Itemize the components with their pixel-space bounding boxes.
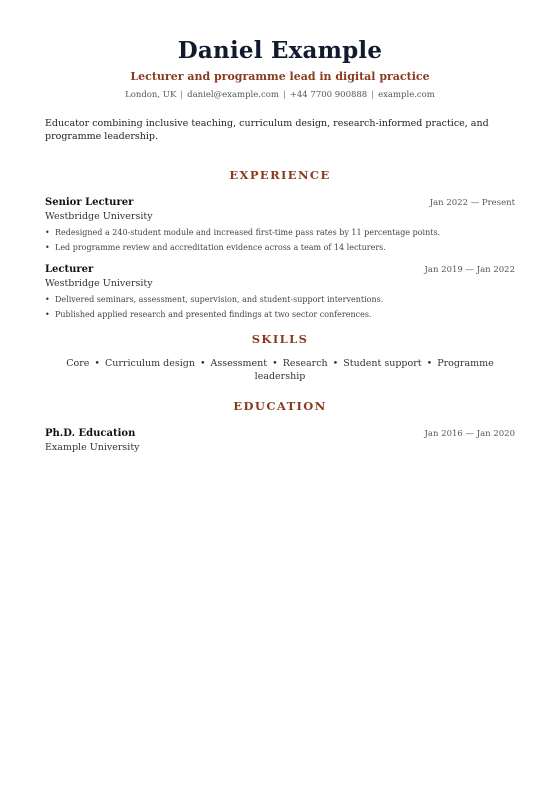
experience-entry — [45, 263, 515, 320]
achievement-list — [45, 294, 515, 320]
skill-item: Student support — [343, 358, 422, 369]
employer: Westbridge University — [45, 278, 153, 289]
contact-location: London, UK — [125, 90, 177, 100]
achievement-item: • Led programme review and accreditation evidence across a team of 14 lecturers. — [45, 242, 515, 253]
professional-summary: Educator combining inclusive teaching, curriculum design, research-informed practice, and programme leadership. — [45, 118, 489, 142]
experience-entry-head — [45, 263, 515, 277]
education-entry — [45, 427, 515, 454]
skills-list — [45, 357, 515, 383]
skill-item: Programme leadership — [254, 358, 494, 382]
resume-header — [45, 0, 515, 101]
contact-separator: | — [180, 90, 184, 100]
skill-separator: • — [332, 358, 339, 369]
candidate-name: Daniel Example — [177, 37, 383, 64]
contact-email[interactable]: daniel@example.com — [187, 90, 279, 100]
skill-separator: • — [199, 358, 206, 369]
skill-separator: • — [426, 358, 433, 369]
section-title-experience: EXPERIENCE — [229, 168, 331, 182]
section-title-education: EDUCATION — [233, 399, 327, 413]
achievement-item: • Published applied research and presented findings at two sector conferences. — [45, 309, 515, 320]
job-title: Senior Lecturer — [45, 197, 134, 208]
employer: Westbridge University — [45, 211, 153, 222]
skill-item: Assessment — [210, 358, 268, 369]
experience-entry — [45, 196, 515, 253]
contact-phone[interactable]: +44 7700 900888 — [289, 90, 368, 100]
contact-website[interactable]: example.com — [378, 90, 435, 100]
degree-title: Ph.D. Education — [45, 428, 136, 439]
experience-entry-head — [45, 196, 515, 210]
candidate-tagline: Lecturer and programme lead in digital practice — [130, 70, 430, 83]
contact-separator: | — [282, 90, 286, 100]
skill-separator: • — [272, 358, 278, 369]
section-title-skills: SKILLS — [251, 332, 309, 346]
skill-separator: • — [94, 358, 100, 369]
institution: Example University — [45, 442, 140, 453]
skill-item: Research — [282, 358, 328, 369]
achievement-list — [45, 227, 515, 253]
job-title: Lecturer — [45, 264, 94, 275]
job-dates: Jan 2022 — Present — [429, 198, 515, 208]
achievement-item: • Redesigned a 240-student module and increased first-time pass rates by 11 percentage points. — [45, 227, 515, 238]
contact-separator: | — [371, 90, 375, 100]
achievement-item: • Delivered seminars, assessment, supervision, and student-support interventions. — [45, 294, 515, 305]
education-entry-head — [45, 427, 515, 441]
contact-line — [45, 89, 515, 101]
skill-item: Curriculum design — [104, 358, 195, 369]
skill-item: Core — [66, 358, 90, 369]
job-dates: Jan 2019 — Jan 2022 — [424, 265, 515, 275]
education-dates: Jan 2016 — Jan 2020 — [424, 429, 515, 439]
